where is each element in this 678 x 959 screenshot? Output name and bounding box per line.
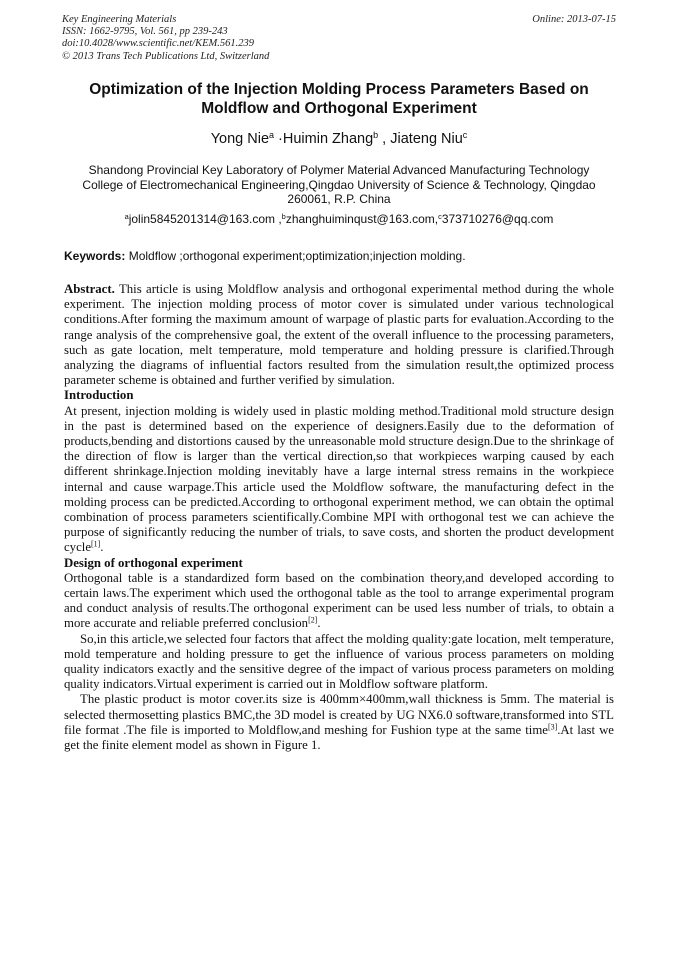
journal-issn: ISSN: 1662-9795, Vol. 561, pp 239-243 [62, 26, 228, 38]
citation-ref: [3] [547, 722, 558, 732]
affiliation [62, 163, 616, 207]
journal-doi: doi:10.4028/www.scientific.net/KEM.561.239 [62, 38, 254, 50]
abstract-paragraph [64, 282, 614, 388]
affiliation-line: College of Electromechanical Engineering,Qingdao University of Science & Technology, Qingdao [82, 177, 596, 192]
keywords [64, 249, 616, 264]
author-superscript: c [462, 130, 468, 141]
design-paragraph [64, 692, 614, 753]
abstract-text: This article is using Moldflow analysis and orthogonal experimental method during the whole experiment. The injection molding process of motor cover is simulated under various technological conditions.After forming the maximum amount of warpage of plastic parts for evaluation.According to the range analysis of the comprehensive goal, the extent of the overall influence to the processing parameters, such as gate location, melt temperature, mold temperature and holding pressure is clarified.Through analyzing the diagrams of influential factors resulted from the simulation result,the optimized process parameter scheme is obtained and further verified by simulation. [64, 282, 614, 388]
introduction-paragraph [64, 404, 614, 556]
affiliation-line: Shandong Provincial Key Laboratory of Polymer Material Advanced Manufacturing Technology [88, 163, 590, 177]
email-superscript: a [124, 211, 129, 221]
author-name: Huimin Zhang [282, 131, 374, 147]
email-link[interactable]: zhanghuiminqust@163.com, [285, 212, 439, 226]
design-paragraph [64, 571, 614, 632]
author-separator: · [274, 131, 283, 147]
design-text: Orthogonal table is a standardized form based on the combination theory,and developed according to certain laws.The experiment which used the orthogonal table as the tool to arrange experimental program and conduct analysis of results.The orthogonal experiment can be used less number of trials, to obtain a more accurate and reliable preferred conclusion [64, 570, 614, 631]
sentence-end: . [100, 540, 104, 555]
email-superscript: c [438, 211, 442, 221]
author-superscript: a [269, 130, 275, 141]
design-heading: Design of orthogonal experiment [64, 555, 243, 570]
abstract-label: Abstract. [64, 282, 115, 296]
author-emails [62, 212, 616, 227]
sentence-end: . [317, 616, 321, 631]
citation-ref: [1] [91, 540, 101, 550]
author-separator: , [378, 131, 391, 147]
email-link[interactable]: 373710276@qq.com [441, 212, 554, 226]
email-superscript: b [281, 211, 286, 221]
journal-header [62, 14, 616, 63]
online-date: Online: 2013-07-15 [532, 14, 616, 25]
design-text: The plastic product is motor cover.its size is 400mm×400mm,wall thickness is 5mm. The material is selected thermosetting plastics BMC,the 3D model is created by UG NX6.0 software,transformed into STL file format .The file is imported to Moldflow,and meshing for Fushion type at the same time [64, 692, 614, 737]
affiliation-line: 260061, R.P. China [287, 192, 391, 207]
introduction-text: At present, injection molding is widely used in plastic molding method.Traditional mold structure design in the past is determined based on the experience of designers.Easily due to the deformation of products,bending and distortions caused by the unreasonable mold structure design.Due to the shrinkage of the direction of flow is larger than the vertical direction,so that workpieces warping caused by each different shrinkage.Injection molding inevitably have a large internal stress remains in the workpiece internal and cause warpage.This article used the Moldflow software, the manufacturing defect in the molding process can be predicted.According to orthogonal experiment method, we can obtain the optimal combination of process parameters scientifically.Combine MPI with orthogonal test we can achieve the purpose of significantly reducing the number of trials, to save costs, and shorten the product development cycle [64, 403, 614, 555]
paper-title: Optimization of the Injection Molding Process Parameters Based on Moldflow and Orthogonal Experiment [89, 81, 589, 117]
journal-copyright: © 2013 Trans Tech Publications Ltd, Switzerland [62, 50, 270, 62]
journal-name: Key Engineering Materials [62, 14, 177, 25]
design-text: So,in this article,we selected four factors that affect the molding quality:gate location, melt temperature, mold temperature and holding pressure to get the influence of various process parameters on molding quality indicators exactly and the sensitive degree of the impact of various process parameters on molding quality indicators.Virtual experiment is carried out in Moldflow software platform. [64, 631, 614, 692]
keywords-label: Keywords: [64, 249, 126, 263]
design-text: .At last we get the finite element model as shown in Figure 1. [64, 722, 614, 753]
author-list [62, 130, 616, 148]
citation-ref: [2] [308, 616, 318, 626]
author-superscript: b [373, 130, 379, 141]
author-name: Yong Nie [210, 131, 270, 147]
email-link[interactable]: jolin5845201314@163.com , [128, 212, 282, 226]
paper-body [64, 282, 614, 753]
author-name: Jiateng Niu [390, 131, 463, 147]
introduction-heading: Introduction [64, 388, 134, 403]
design-paragraph [64, 632, 614, 693]
keywords-text: Moldflow ;orthogonal experiment;optimization;injection molding. [125, 249, 466, 263]
